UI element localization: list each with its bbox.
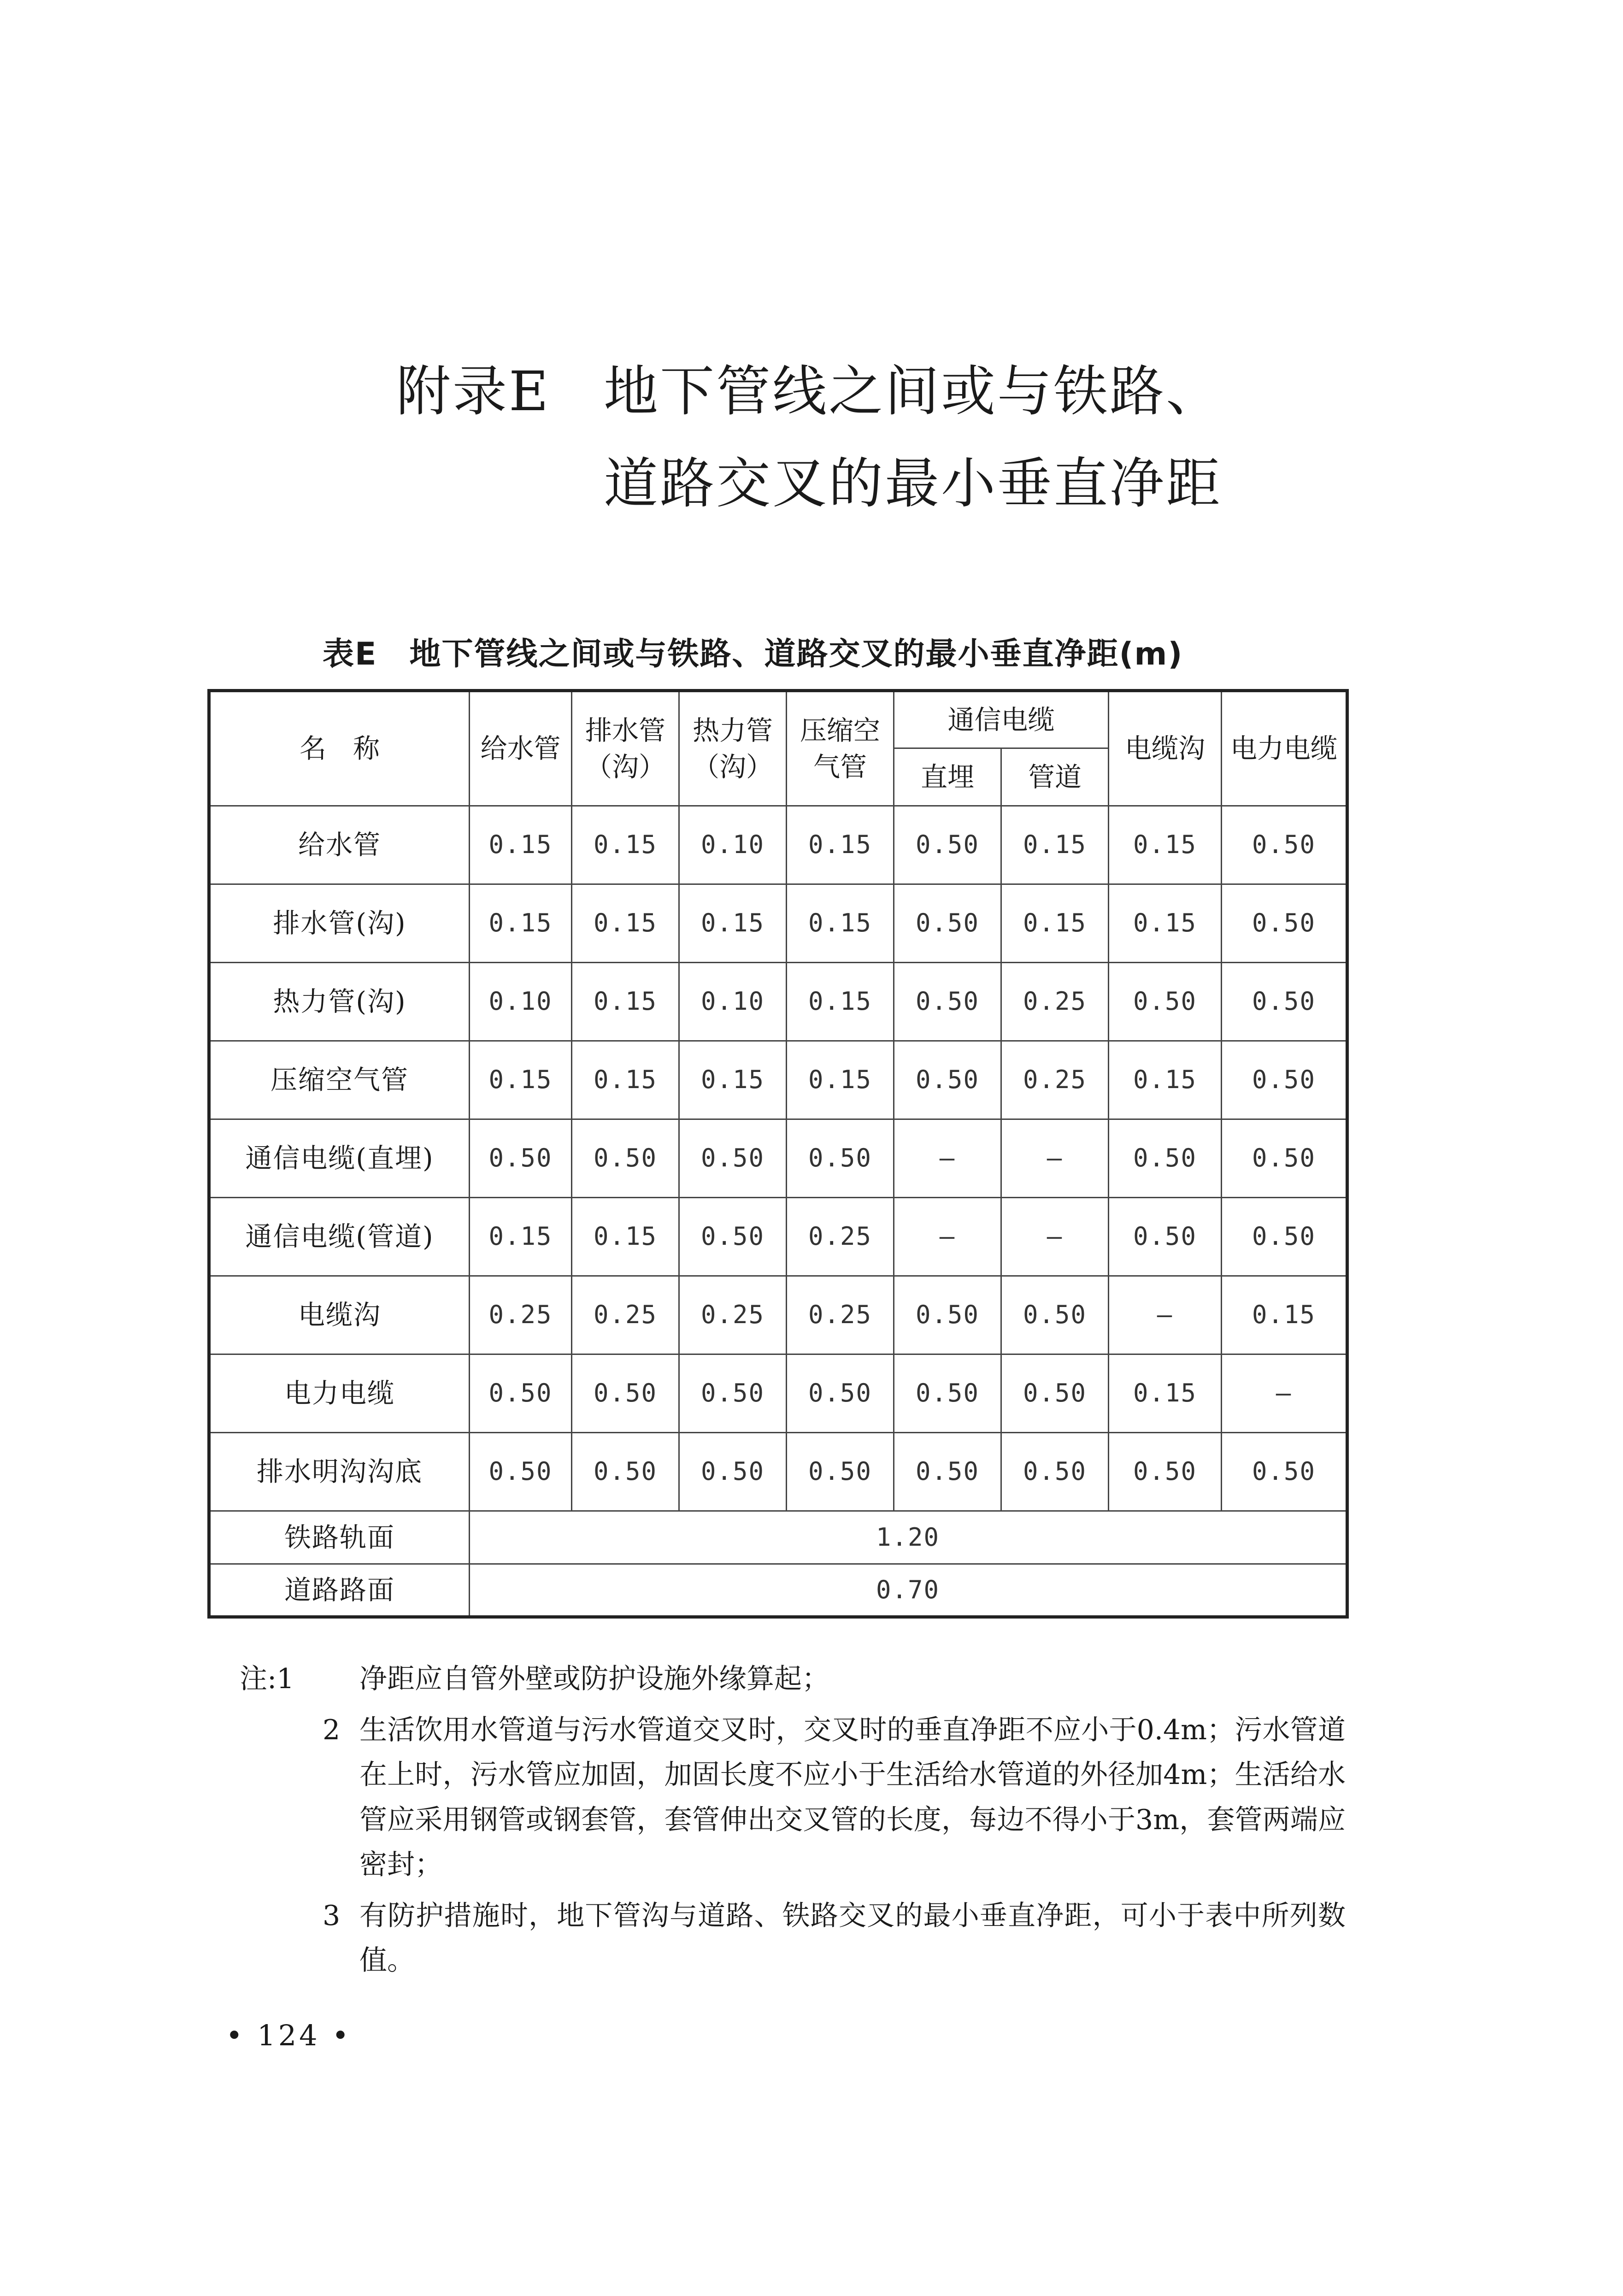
row-name: 电缆沟	[209, 1276, 470, 1354]
table-cell: 0.50	[1222, 806, 1347, 884]
table-cell: 0.15	[1109, 1041, 1222, 1119]
table-cell: 0.15	[1109, 884, 1222, 963]
table-cell: 0.50	[894, 1433, 1001, 1511]
table-cell: 0.50	[894, 806, 1001, 884]
clearance-table	[207, 689, 1349, 1619]
table-cell: 0.50	[787, 1354, 894, 1433]
table-row	[209, 1433, 1347, 1511]
table-cell: 0.50	[1109, 963, 1222, 1041]
table-cell: 0.15	[1001, 806, 1109, 884]
table-row	[209, 1119, 1347, 1198]
heading-line-2: 道路交叉的最小垂直净距	[604, 452, 1223, 515]
row-name: 电力电缆	[209, 1354, 470, 1433]
table-cell: 0.15	[1001, 884, 1109, 963]
table-cell: 0.50	[679, 1433, 787, 1511]
table-cell: —	[1001, 1198, 1109, 1276]
table-row	[209, 1198, 1347, 1276]
header-trench: 电缆沟	[1109, 691, 1222, 806]
table-cell: —	[1001, 1119, 1109, 1198]
row-name: 压缩空气管	[209, 1041, 470, 1119]
table-cell: 0.50	[1109, 1433, 1222, 1511]
header-air: 压缩空气管	[787, 691, 894, 806]
table-cell: 0.15	[470, 1041, 572, 1119]
table-cell: 0.15	[679, 884, 787, 963]
table-cell: 0.25	[679, 1276, 787, 1354]
row-name: 热力管(沟)	[209, 963, 470, 1041]
table-cell: 0.50	[1222, 963, 1347, 1041]
row-name: 通信电缆(直埋)	[209, 1119, 470, 1198]
table-cell: 0.15	[787, 963, 894, 1041]
table-cell: 0.50	[1222, 1433, 1347, 1511]
table-cell: 0.10	[470, 963, 572, 1041]
table-cell: 0.15	[572, 884, 679, 963]
table-cell: 0.15	[1109, 1354, 1222, 1433]
note-number: 3	[323, 1899, 341, 1932]
table-cell: 0.50	[572, 1354, 679, 1433]
table-cell: 0.15	[572, 806, 679, 884]
table-cell: 0.50	[572, 1119, 679, 1198]
note-number: 注:1	[240, 1663, 294, 1695]
table-cell: —	[894, 1198, 1001, 1276]
table-cell: 0.50	[572, 1433, 679, 1511]
table-cell: 0.50	[1109, 1119, 1222, 1198]
table-cell: 0.50	[894, 963, 1001, 1041]
row-name: 排水管(沟)	[209, 884, 470, 963]
row-name: 通信电缆(管道)	[209, 1198, 470, 1276]
table-cell: 0.50	[1109, 1198, 1222, 1276]
table-notes	[240, 1657, 1346, 1990]
row-name: 排水明沟沟底	[209, 1433, 470, 1511]
table-cell: 0.10	[679, 963, 787, 1041]
row-name: 给水管	[209, 806, 470, 884]
row-name: 道路路面	[209, 1564, 470, 1617]
header-water: 给水管	[470, 691, 572, 806]
table-cell: 0.50	[470, 1354, 572, 1433]
header-telecom: 通信电缆	[894, 691, 1109, 748]
table-cell: 0.50	[1222, 1198, 1347, 1276]
table-cell: 0.50	[1222, 884, 1347, 963]
table-cell: 0.15	[470, 1198, 572, 1276]
header-drain: 排水管（沟）	[572, 691, 679, 806]
header-heat: 热力管（沟）	[679, 691, 787, 806]
table-cell: 0.50	[894, 1354, 1001, 1433]
table-cell: 0.15	[572, 1041, 679, 1119]
note-text: 净距应自管外壁或防护设施外缘算起；	[359, 1663, 829, 1695]
table-cell: 0.25	[470, 1276, 572, 1354]
table-cell: 0.25	[1001, 1041, 1109, 1119]
table-cell: 0.50	[679, 1119, 787, 1198]
appendix-label: 附录E	[396, 359, 551, 423]
table-cell: 0.15	[679, 1041, 787, 1119]
table-cell: 0.15	[1109, 806, 1222, 884]
table-cell: 0.70	[470, 1564, 1347, 1617]
note-item	[249, 1894, 1346, 1983]
table-cell: 0.25	[787, 1276, 894, 1354]
table-cell: 0.50	[1001, 1276, 1109, 1354]
note-text: 有防护措施时，地下管沟与道路、铁路交叉的最小垂直净距，可小于表中所列数值。	[359, 1899, 1346, 1977]
note-text: 生活饮用水管道与污水管道交叉时，交叉时的垂直净距不应小于0.4m；污水管道在上时，污水管应加固，加固长度不应小于生活给水管道的外径加4m；生活给水管应采用钢管或钢套管，套管伸出交叉管的长度，每边不得小于3m，套管两端应密封；	[359, 1714, 1346, 1881]
table-cell: —	[894, 1119, 1001, 1198]
table-row	[209, 963, 1347, 1041]
table-cell: 0.15	[1222, 1276, 1347, 1354]
table-cell: 0.50	[470, 1433, 572, 1511]
table-cell: 0.50	[679, 1354, 787, 1433]
table-cell: 0.10	[679, 806, 787, 884]
table-cell: 0.15	[787, 884, 894, 963]
table-cell: 0.50	[787, 1119, 894, 1198]
header-power: 电力电缆	[1222, 691, 1347, 806]
table-row	[209, 1354, 1347, 1433]
page-number: • 124 •	[226, 2019, 352, 2052]
table-cell: 0.50	[1222, 1041, 1347, 1119]
note-item	[240, 1657, 1346, 1701]
table-cell: 0.50	[1001, 1433, 1109, 1511]
table-cell: 0.15	[470, 884, 572, 963]
table-row	[209, 806, 1347, 884]
table-cell: 0.50	[787, 1433, 894, 1511]
table-cell: —	[1109, 1276, 1222, 1354]
table-row	[209, 1276, 1347, 1354]
table-cell: 0.25	[1001, 963, 1109, 1041]
table-cell: 0.15	[572, 1198, 679, 1276]
header-name: 名 称	[209, 691, 470, 806]
header-telecom-direct: 直埋	[894, 748, 1001, 806]
table-cell: 0.15	[572, 963, 679, 1041]
table-cell: 0.50	[1001, 1354, 1109, 1433]
table-title: 地下管线之间或与铁路、道路交叉的最小垂直净距(m)	[409, 636, 1183, 672]
table-cell: 0.50	[1222, 1119, 1347, 1198]
table-cell: 1.20	[470, 1511, 1347, 1564]
note-item	[249, 1708, 1346, 1887]
table-cell: —	[1222, 1354, 1347, 1433]
table-label: 表E	[323, 636, 377, 672]
table-cell: 0.15	[470, 806, 572, 884]
table-cell: 0.50	[470, 1119, 572, 1198]
table-caption	[323, 629, 1183, 674]
table-cell: 0.50	[679, 1198, 787, 1276]
table-cell: 0.25	[787, 1198, 894, 1276]
table-cell: 0.50	[894, 1041, 1001, 1119]
table-cell: 0.50	[894, 884, 1001, 963]
note-number: 2	[323, 1714, 341, 1747]
table-row	[209, 1041, 1347, 1119]
header-telecom-duct: 管道	[1001, 748, 1109, 806]
heading-line-1: 地下管线之间或与铁路、	[604, 359, 1223, 423]
table-cell: 0.15	[787, 1041, 894, 1119]
table-row	[209, 884, 1347, 963]
table-cell: 0.25	[572, 1276, 679, 1354]
row-name: 铁路轨面	[209, 1511, 470, 1564]
table-cell: 0.15	[787, 806, 894, 884]
table-cell: 0.50	[894, 1276, 1001, 1354]
